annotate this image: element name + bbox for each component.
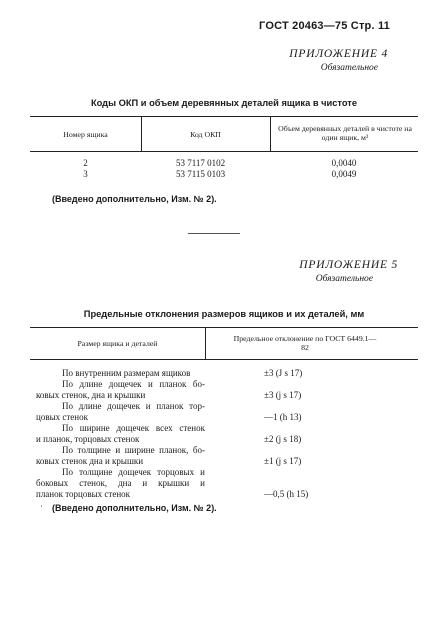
column-header-deviation: Предельное отклонение по ГОСТ 6449.1—82 [233,334,377,352]
column-header-volume: Объем деревянных деталей в чистоте на один ящик, м³ [278,124,412,142]
row-label-line: По толщине и ширине планок, бо- [62,445,205,455]
appendix-4-status: Обязательное [320,63,378,73]
column-header-box-number: Номер ящика [63,130,108,139]
deviation-value: ±3 (J s 17) [264,368,303,378]
table-header-rule [30,151,418,152]
deviation-value: ±3 (j s 17) [264,390,302,400]
deviation-value: ±2 (j s 18) [264,434,302,444]
appendix-5-label: ПРИЛОЖЕНИЕ 5 [299,259,398,271]
appendix-4-label: ПРИЛОЖЕНИЕ 4 [289,48,388,60]
table-header-rule [30,359,418,360]
row-label-line: По ширине дощечек всех стенок [62,423,205,433]
appendix-5-title: Предельные отклонения размеров ящиков и их деталей, мм [83,309,365,319]
box-number: 2 [83,158,88,168]
row-label-line: По длине дощечек и планок бо- [62,379,205,389]
row-label-line: ковых стенок, дна и крышки [36,390,146,400]
row-label-line: По длине дощечек и планок тор- [62,401,205,411]
row-label-line: цовых стенок [36,412,88,422]
row-label-line: По толщине дощечек торцовых и [62,467,205,477]
appendix-4-title: Коды ОКП и объем деревянных деталей ящика в чистоте [90,98,358,108]
amendment-note: (Введено дополнительно, Изм. № 2). [52,194,217,204]
deviation-value: ±1 (j s 17) [264,456,302,466]
row-label-line: ковых стенок дна и крышки [36,456,144,466]
table-top-rule [30,327,418,328]
row-label-line: По внутренним размерам ящиков [62,368,191,378]
amendment-note: (Введено дополнительно, Изм. № 2). [52,503,217,513]
section-separator [188,233,240,234]
deviation-value: —1 (h 13) [264,412,302,422]
volume-value: 0,0040 [331,158,357,168]
box-number: 3 [83,169,88,179]
row-label-line: планок торцовых стенок [36,489,131,499]
page-header: ГОСТ 20463—75 Стр. 11 [259,20,390,32]
okp-code: 53 7115 0103 [176,169,226,179]
volume-value: 0,0049 [331,169,357,179]
table-top-rule [30,116,418,117]
column-header-okp-code: Код ОКП [190,130,221,139]
column-header-size: Размер ящика и деталей [77,339,158,348]
row-label-line: и планок, торцовых стенок [36,434,140,444]
deviation-value: —0,5 (h 15) [264,489,309,499]
appendix-5-status: Обязательное [315,274,373,284]
row-label-line: боковых стенок, дна и крышки и [36,478,205,488]
column-divider [270,116,271,151]
stray-mark: · [40,501,43,511]
column-divider [205,327,206,359]
okp-code: 53 7117 0102 [176,158,226,168]
